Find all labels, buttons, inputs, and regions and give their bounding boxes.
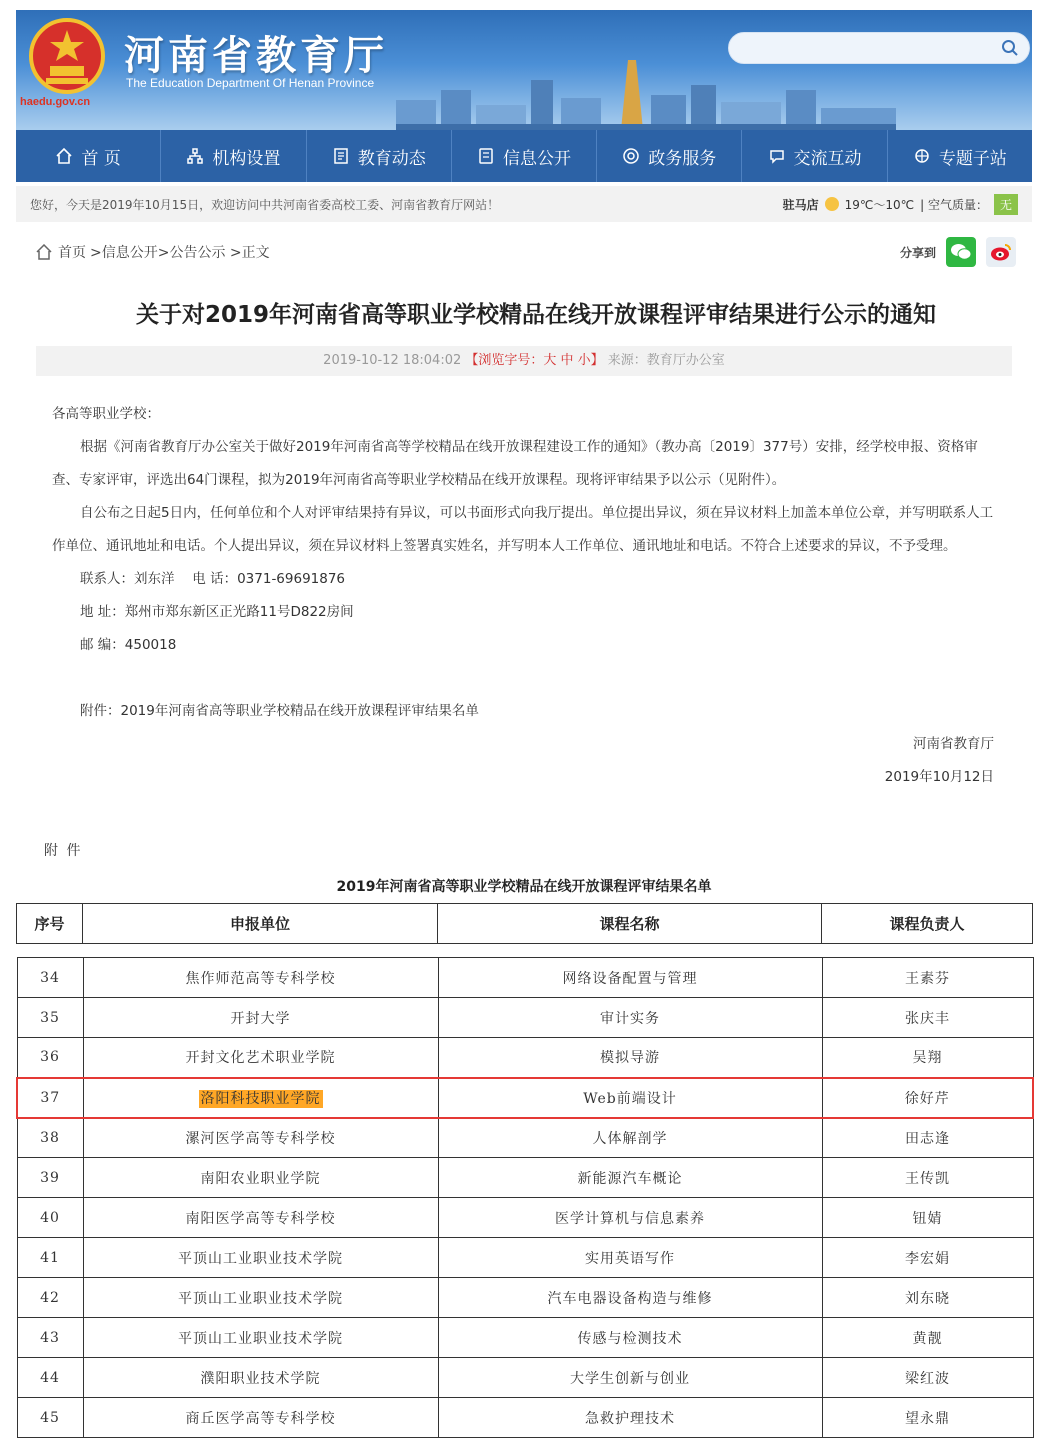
breadcrumb [36,236,1016,268]
row-number-cell: 45 [17,1398,83,1438]
nav-interaction[interactable] [742,130,887,182]
school-cell: 开封文化艺术职业学院 [83,1038,438,1078]
leader-cell: 田志逢 [822,1118,1033,1158]
sun-icon [825,197,839,211]
spacer [52,662,996,695]
table-title: 2019年河南省高等职业学校精品在线开放课程评审结果名单 [336,879,712,895]
row-number-cell: 43 [17,1318,83,1358]
course-cell: Web前端设计 [438,1078,822,1118]
course-cell: 审计实务 [438,998,822,1038]
table-row [17,998,1033,1038]
course-cell: 人体解剖学 [438,1118,822,1158]
home-icon [55,147,73,165]
site-title[interactable]: 河南省教育厅 [124,33,388,79]
leader-cell: 黄靓 [822,1318,1033,1358]
weather-city: 驻马店 [782,197,819,212]
article-meta [36,346,1012,376]
paragraph: 自公布之日起5日内，任何单位和个人对评审结果持有异议，可以书面形式向我厅提出。单位提出异议，须在异议材料上加盖本单位公章，并写明联系人工作单位、通讯地址和电话。个人提出异议，须在异议材料上签署真实姓名，并写明本人工作单位、通讯地址和电话。不符合上述要求的异议，不予受理。 [52,505,994,554]
school-cell: 南阳农业职业学院 [83,1158,438,1198]
chat-icon [768,147,786,165]
table-row [17,958,1033,998]
leader-cell: 望永鼎 [822,1398,1033,1438]
header-banner [16,10,1032,130]
city-skyline-image [396,60,896,130]
nav-home[interactable] [16,130,161,182]
row-number-cell: 44 [17,1358,83,1398]
highlighted-school: 洛阳科技职业学院 [200,1090,321,1107]
leader-cell: 刘东晓 [822,1278,1033,1318]
course-cell: 医学计算机与信息素养 [438,1198,822,1238]
main-nav [16,130,1032,182]
nav-label: 教育动态 [357,148,426,169]
leader-cell: 王传凯 [822,1158,1033,1198]
nav-organization[interactable] [161,130,306,182]
nav-label: 机构设置 [212,148,281,169]
leader-cell: 李宏娟 [822,1238,1033,1278]
article-source: 来源：教育厅办公室 [607,353,725,368]
row-number-cell: 40 [17,1198,83,1238]
header-cell: 申报单位 [83,904,438,944]
address-line: 地 址：郑州市郑东新区正光路11号D822房间 [80,604,354,620]
school-cell: 开封大学 [83,998,438,1038]
leader-cell: 钮婧 [822,1198,1033,1238]
search-input[interactable] [729,33,989,63]
table-row [17,1198,1033,1238]
row-number-cell: 37 [17,1078,83,1118]
table-row [17,1038,1033,1078]
nav-label: 首 页 [81,148,121,169]
nav-label: 专题子站 [938,148,1007,169]
salutation: 各高等职业学校： [52,406,160,422]
table-row [17,1318,1033,1358]
table-row [17,1238,1033,1278]
national-emblem-icon [24,16,110,102]
share-bar [900,237,1016,267]
leader-cell: 吴翔 [822,1038,1033,1078]
signature-date: 2019年10月12日 [884,769,994,785]
share-label: 分享到 [899,245,936,260]
header-cell: 课程负责人 [822,904,1033,944]
row-number-cell: 36 [17,1038,83,1078]
header-cell: 课程名称 [438,904,822,944]
course-cell: 模拟导游 [438,1038,822,1078]
school-cell [83,1078,438,1118]
school-cell: 濮阳职业技术学院 [83,1358,438,1398]
postcode-line: 邮 编：450018 [80,637,177,653]
org-icon [186,147,204,165]
nav-label: 政务服务 [648,148,717,169]
row-number-cell: 41 [17,1238,83,1278]
school-cell: 漯河医学高等专科学校 [83,1118,438,1158]
article-body [52,398,996,794]
nav-label: 交流互动 [793,148,862,169]
air-quality-label: | 空气质量： [920,197,988,212]
info-icon [477,147,495,165]
welcome-text: 您好，今天是2019年10月15日，欢迎访问中共河南省委高校工委、河南省教育厅网站！ [30,197,500,212]
row-number-cell: 39 [17,1158,83,1198]
site-url: haedu.gov.cn [20,96,91,108]
course-cell: 新能源汽车概论 [438,1158,822,1198]
air-quality-badge: 无 [994,194,1018,215]
nav-info-disclosure[interactable] [452,130,597,182]
table-row [17,1078,1033,1118]
course-cell: 大学生创新与创业 [438,1358,822,1398]
course-cell: 汽车电器设备构造与维修 [438,1278,822,1318]
leader-cell: 张庆丰 [822,998,1033,1038]
signature: 河南省教育厅 [913,736,994,752]
school-cell: 商丘医学高等专科学校 [83,1398,438,1438]
row-number-cell: 42 [17,1278,83,1318]
search-icon[interactable] [1001,39,1019,57]
row-number-cell: 35 [17,998,83,1038]
paragraph: 根据《河南省教育厅办公室关于做好2019年河南省高等学校精品在线开放课程建设工作的通知》（教办高〔2019〕377号）安排，经学校申报、资格审查、专家评审，评选出64门课程，拟为2019年河南省高等职业学校精品在线开放课程。现将评审结果予以公示（见附件）。 [52,439,978,488]
home-icon [36,244,52,260]
info-bar [16,186,1032,222]
school-cell: 南阳医学高等专科学校 [83,1198,438,1238]
weather-temp: 19℃～10℃ [844,197,915,212]
table-row [17,1358,1033,1398]
weibo-share-icon[interactable] [986,237,1016,267]
course-cell: 实用英语写作 [438,1238,822,1278]
weather-widget [783,194,1018,215]
table-row [17,1118,1033,1158]
school-cell: 平顶山工业职业技术学院 [83,1278,438,1318]
row-number-cell: 38 [17,1118,83,1158]
news-icon [332,147,350,165]
school-cell: 焦作师范高等专科学校 [83,958,438,998]
header-cell: 序号 [17,904,83,944]
attachment-label: 附 件 [44,843,83,859]
article-date: 2019-10-12 18:04:02 [323,353,462,368]
wechat-share-icon[interactable] [946,237,976,267]
course-cell: 网络设备配置与管理 [438,958,822,998]
article-title: 关于对2019年河南省高等职业学校精品在线开放课程评审结果进行公示的通知 [135,302,936,328]
leader-cell: 徐好芹 [822,1078,1033,1118]
breadcrumb-path[interactable]: >信息公开>公告公示 >正文 [90,245,270,261]
breadcrumb-home[interactable]: 首页 [58,245,86,261]
row-number-cell: 34 [17,958,83,998]
nav-topics[interactable] [888,130,1032,182]
course-cell: 急救护理技术 [438,1398,822,1438]
table-row [17,1158,1033,1198]
attachment-link[interactable]: 附件：2019年河南省高等职业学校精品在线开放课程评审结果名单 [80,703,479,719]
table-header [16,903,1033,944]
leader-cell: 梁红波 [822,1358,1033,1398]
school-cell: 平顶山工业职业技术学院 [83,1238,438,1278]
nav-news[interactable] [307,130,452,182]
school-cell: 平顶山工业职业技术学院 [83,1318,438,1358]
results-table [16,957,1034,1438]
site-subtitle: The Education Department Of Henan Province [126,76,375,90]
table-row [17,1278,1033,1318]
topic-icon [913,147,931,165]
course-cell: 传感与检测技术 [438,1318,822,1358]
service-icon [622,147,640,165]
nav-government-service[interactable] [597,130,742,182]
table-row [17,1398,1033,1438]
contact-line: 联系人：刘东洋 电 话：0371-69691876 [80,571,346,587]
nav-label: 信息公开 [502,148,571,169]
leader-cell: 王素芬 [822,958,1033,998]
search-box [728,32,1030,64]
font-size-switcher[interactable]: 【浏览字号：大 中 小】 [465,353,604,368]
